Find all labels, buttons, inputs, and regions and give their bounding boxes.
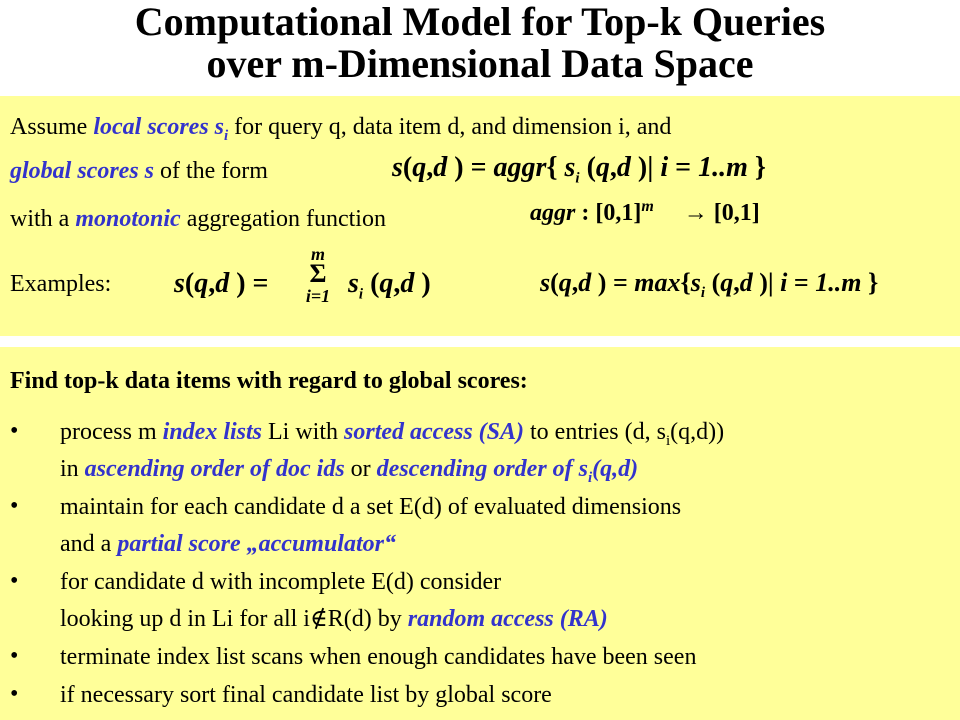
text: aggregation function [180,206,386,232]
bullet-2-line-2: and a partial score „accumulator“ [60,531,396,557]
text: of the form [154,158,268,184]
formula-sum-term: $s_i$ (q,d ) [348,268,431,303]
formula-max: s(q,d ) = $\max\{s_i$ (q,d )| i = 1..m } [540,268,879,302]
formula-sum: s(q,d ) = [174,268,269,299]
title-line-2: over m-Dimensional Data Space [206,41,754,86]
text: Assume [10,114,94,140]
bullet-4: • [10,643,19,669]
assumption-line-2 [10,157,268,185]
term-local-scores: local scores $s_i$ [93,114,229,144]
bullet-5-line-1: if necessary sort final candidate list by global score [60,682,552,708]
bullet-3-line-1: for candidate d with incomplete E(d) consider [60,569,502,595]
term-monotonic: monotonic [75,206,181,232]
sum-sign: m Σ i=1 [305,244,331,306]
bullet-2-line-1: maintain for each candidate d a set E(d) of evaluated dimensions [60,494,682,520]
assumptions-box [0,96,960,336]
bullet-3-line-2: looking up d in Li for all i∉R(d) by random access (RA) [60,606,608,632]
bullet-2: • [10,493,19,519]
title-line-1: Computational Model for Top-k Queries [134,0,826,44]
bullet-1-line-2: in ascending order of doc ids or descending order of $s_i(q,d)$ [60,456,639,486]
bullet-1: • [10,418,19,444]
procedure-heading: Find top-k data items with regard to global scores: [10,368,528,394]
examples-label: Examples: [10,271,112,297]
formula-aggr-function: aggr : $[0,1]^m$ → [0,1] [530,198,760,226]
text: for query q, data item d, and dimension i, and [228,114,672,140]
bullet-4-line-1: terminate index list scans when enough candidates have been seen [60,644,697,670]
bullet-5: • [10,681,19,707]
text: with a [10,206,76,232]
assumption-line-3 [10,205,386,233]
formula-global-score: s(q,d ) = aggr{ $s_i$ (q,d )| i = 1..m } [392,152,766,187]
procedure-box [0,347,960,720]
assumption-line-1 [10,113,671,150]
term-global-scores: global scores s [10,158,154,184]
bullet-3: • [10,568,19,594]
bullet-1-line-1: process m index lists Li with sorted access (SA) to entries (d, $s_i(q,d)$) [60,419,725,449]
